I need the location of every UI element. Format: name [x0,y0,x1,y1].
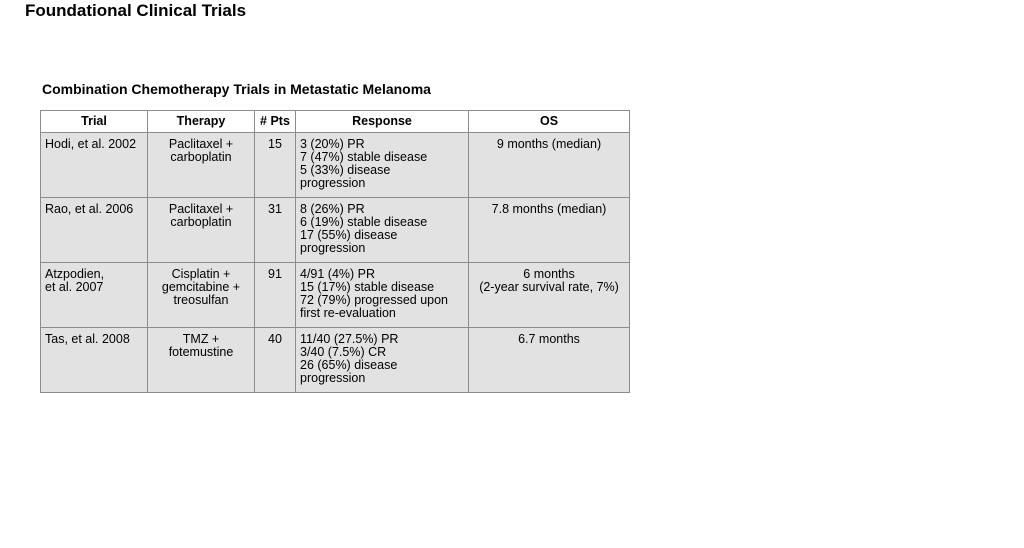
cell-text: Cisplatin + [171,267,231,281]
cell-text: TMZ + [182,332,220,346]
cell-trial [41,198,148,263]
cell-response [296,328,469,393]
cell-text: 3 (20%) PR [300,137,365,151]
cell-trial [41,263,148,328]
cell-text: progression [300,241,366,255]
cell-therapy [148,328,255,393]
cell-text: treosulfan [173,293,229,307]
cell-text: 17 (55%) disease [300,228,398,242]
cell-text: 5 (33%) disease [300,163,391,177]
cell-text: 8 (26%) PR [300,202,365,216]
cell-text: progression [300,176,366,190]
cell-text: 6 months [523,267,575,281]
cell-text: 11/40 (27.5%) PR [300,332,399,346]
cell-text: first re-evaluation [300,306,396,320]
cell-trial [41,328,148,393]
column-header-os: OS [469,111,630,133]
cell-os [469,263,630,328]
cell-os [469,328,630,393]
cell-text: progression [300,371,366,385]
table-row [41,328,630,393]
cell-trial [41,133,148,198]
column-header-pts: # Pts [255,111,296,133]
cell-text: carboplatin [170,150,232,164]
cell-therapy [148,263,255,328]
table-row [41,198,630,263]
cell-text: et al. 2007 [45,280,104,294]
trials-table [40,110,630,393]
cell-text: 4/91 (4%) PR [300,267,376,281]
cell-text: 6.7 months [518,332,580,346]
cell-text: fotemustine [168,345,234,359]
cell-text: 15 (17%) stable disease [300,280,435,294]
column-header-trial: Trial [41,111,148,133]
table-header-row [41,111,630,133]
cell-text: Hodi, et al. 2002 [45,137,137,151]
column-header-therapy: Therapy [148,111,255,133]
cell-text: Atzpodien, [45,267,105,281]
cell-text: Tas, et al. 2008 [45,332,130,346]
cell-os [469,198,630,263]
page-title: Foundational Clinical Trials [25,1,247,20]
cell-text: Paclitaxel + [168,137,234,151]
cell-pts: 15 [255,133,296,198]
cell-pts: 91 [255,263,296,328]
cell-therapy [148,133,255,198]
cell-text: gemcitabine + [161,280,241,294]
cell-response [296,133,469,198]
cell-text: 3/40 (7.5%) CR [300,345,387,359]
cell-pts: 31 [255,198,296,263]
cell-response [296,263,469,328]
cell-therapy [148,198,255,263]
cell-pts: 40 [255,328,296,393]
cell-response [296,198,469,263]
table-caption: Combination Chemotherapy Trials in Metastatic Melanoma [42,81,431,97]
cell-text: 26 (65%) disease [300,358,398,372]
cell-text: (2-year survival rate, 7%) [479,280,619,294]
column-header-response: Response [296,111,469,133]
table-row [41,263,630,328]
cell-text: 7 (47%) stable disease [300,150,428,164]
cell-os [469,133,630,198]
cell-text: 7.8 months (median) [491,202,607,216]
cell-text: 72 (79%) progressed upon [300,293,449,307]
cell-text: Rao, et al. 2006 [45,202,134,216]
cell-text: Paclitaxel + [168,202,234,216]
cell-text: carboplatin [170,215,232,229]
table-row [41,133,630,198]
cell-text: 6 (19%) stable disease [300,215,428,229]
cell-text: 9 months (median) [496,137,602,151]
